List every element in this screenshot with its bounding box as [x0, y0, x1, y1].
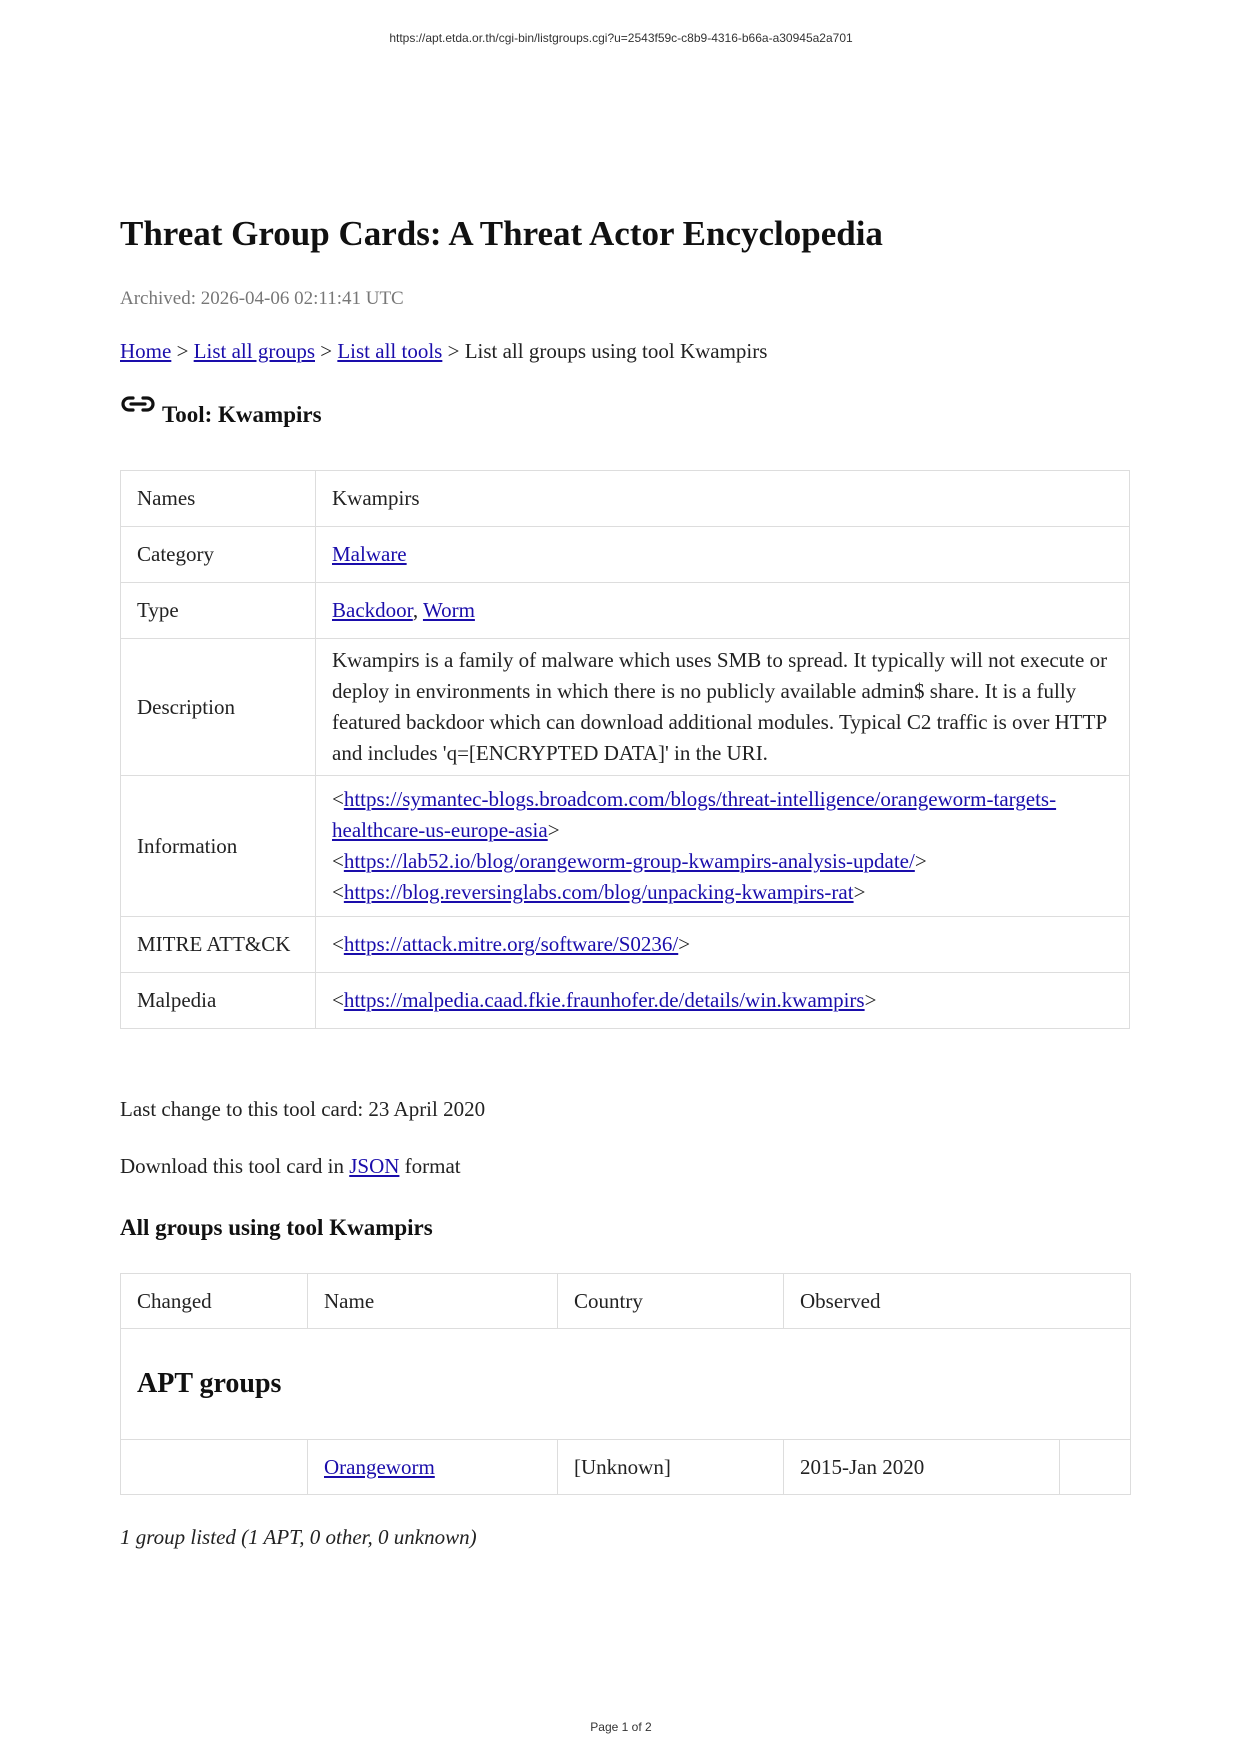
angle-close: >: [914, 849, 927, 873]
breadcrumb-list-tools-link[interactable]: List all tools: [337, 339, 443, 363]
malpedia-cell: [316, 973, 1130, 1029]
breadcrumb-current: List all groups using tool Kwampirs: [464, 339, 768, 363]
type-worm-link[interactable]: Worm: [422, 598, 475, 622]
archived-timestamp: Archived: 2026-04-06 02:11:41 UTC: [120, 288, 404, 309]
page-title: Threat Group Cards: A Threat Actor Encyclopedia: [120, 214, 883, 253]
breadcrumb-separator: >: [176, 339, 189, 363]
angle-close: >: [678, 932, 691, 956]
type-backdoor-link[interactable]: Backdoor: [332, 598, 413, 622]
page-number-footer: Page 1 of 2: [590, 1720, 652, 1734]
information-cell: [316, 776, 1130, 917]
row-information: [121, 776, 1130, 917]
mitre-key: MITRE ATT&CK: [121, 917, 316, 973]
apt-groups-section: [121, 1329, 1131, 1440]
angle-open: <: [332, 849, 344, 873]
download-json-link[interactable]: JSON: [349, 1154, 400, 1178]
breadcrumb: [120, 339, 767, 364]
tool-heading: [120, 402, 322, 428]
row-country: [Unknown]: [558, 1440, 784, 1495]
info-link-symantec[interactable]: https://symantec-blogs.broadcom.com/blogs/threat-intelligence/orangeworm-targets-healthcare-us-europe-asia: [332, 787, 1057, 842]
information-key: Information: [121, 776, 316, 917]
angle-open: <: [332, 787, 344, 811]
row-extra-cell: [1060, 1440, 1131, 1495]
breadcrumb-list-groups-link[interactable]: List all groups: [193, 339, 315, 363]
info-link-lab52[interactable]: https://lab52.io/blog/orangeworm-group-kwampirs-analysis-update/: [343, 849, 915, 873]
type-separator: ,: [412, 598, 419, 622]
groups-summary: 1 group listed (1 APT, 0 other, 0 unknown): [120, 1525, 477, 1549]
malpedia-link[interactable]: https://malpedia.caad.fkie.fraunhofer.de/details/win.kwampirs: [343, 988, 865, 1012]
breadcrumb-separator: >: [320, 339, 333, 363]
row-observed: 2015-Jan 2020: [784, 1440, 1060, 1495]
download-prefix: Download this tool card in: [120, 1154, 344, 1178]
names-value: Kwampirs: [316, 471, 1130, 527]
names-key: Names: [121, 471, 316, 527]
last-change-text: Last change to this tool card: 23 April 2020: [120, 1097, 486, 1121]
row-name-cell: [308, 1440, 558, 1495]
angle-open: <: [332, 988, 344, 1012]
tool-heading-text: Tool: Kwampirs: [162, 402, 322, 427]
row-malpedia: [121, 973, 1130, 1029]
malpedia-key: Malpedia: [121, 973, 316, 1029]
angle-open: <: [332, 880, 344, 904]
download-suffix: format: [404, 1154, 461, 1178]
row-category: [121, 527, 1130, 583]
print-url-header: https://apt.etda.or.th/cgi-bin/listgroups.cgi?u=2543f59c-c8b9-4316-b66a-a30945a2a701: [389, 31, 853, 45]
angle-close: >: [864, 988, 877, 1012]
breadcrumb-home-link[interactable]: Home: [120, 339, 172, 363]
column-header-name: Name: [308, 1274, 558, 1329]
row-names: [121, 471, 1130, 527]
apt-groups-section-row: [121, 1329, 1131, 1440]
apt-groups-label: APT groups: [137, 1368, 282, 1399]
type-key: Type: [121, 583, 316, 639]
column-header-country: Country: [558, 1274, 784, 1329]
mitre-link[interactable]: https://attack.mitre.org/software/S0236/: [343, 932, 679, 956]
tool-info-table: [120, 470, 1130, 1029]
table-row: [121, 1440, 1131, 1495]
groups-table: [120, 1273, 1131, 1495]
category-malware-link[interactable]: Malware: [332, 542, 407, 566]
row-mitre: [121, 917, 1130, 973]
type-cell: [316, 583, 1130, 639]
description-key: Description: [121, 639, 316, 776]
column-header-changed: Changed: [121, 1274, 308, 1329]
description-value: Kwampirs is a family of malware which uses SMB to spread. It typically will not execute or deploy in environments in which there is no publicly available admin$ share. It is a fully featured backdoor which can download additional modules. Typical C2 traffic is over HTTP and includes 'q=[ENCRYPTED DATA]' in the URI.: [316, 639, 1130, 776]
link-icon: [120, 402, 156, 426]
angle-close: >: [547, 818, 560, 842]
row-type: [121, 583, 1130, 639]
mitre-cell: [316, 917, 1130, 973]
group-link-orangeworm[interactable]: Orangeworm: [324, 1454, 435, 1479]
angle-open: <: [332, 932, 344, 956]
breadcrumb-separator: >: [447, 339, 460, 363]
groups-header-row: [121, 1274, 1131, 1329]
info-link-reversinglabs[interactable]: https://blog.reversinglabs.com/blog/unpacking-kwampirs-rat: [343, 880, 854, 904]
download-line: [120, 1154, 461, 1179]
category-cell: [316, 527, 1130, 583]
category-key: Category: [121, 527, 316, 583]
row-changed: [121, 1440, 308, 1495]
groups-heading: All groups using tool Kwampirs: [120, 1215, 433, 1240]
column-header-observed: Observed: [784, 1274, 1131, 1329]
angle-close: >: [853, 880, 866, 904]
row-description: [121, 639, 1130, 776]
